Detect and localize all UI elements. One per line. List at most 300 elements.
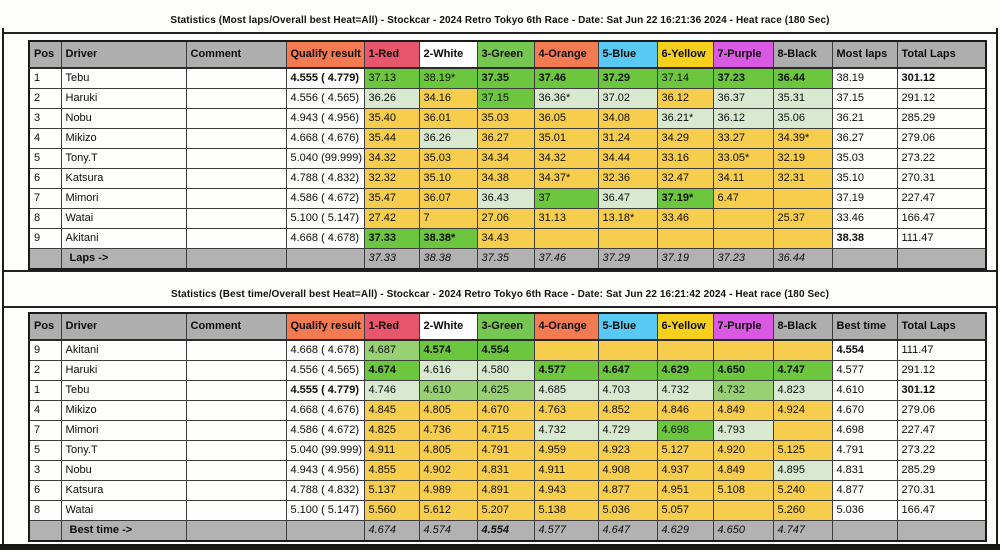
column-header-6-yellow: 6-Yellow <box>657 313 713 340</box>
heat-cell: 36.26 <box>364 89 419 109</box>
driver-cell: Tebu <box>61 381 186 401</box>
column-header-total-laps: Total Laps <box>897 41 986 68</box>
pos-cell: 6 <box>29 169 61 189</box>
heat-cell: 37.19* <box>657 189 713 209</box>
heat-cell: 4.763 <box>534 401 598 421</box>
heat-cell: 36.12 <box>713 109 773 129</box>
footer-value-cell: 4.629 <box>657 521 713 542</box>
heat-cell: 37.23 <box>713 68 773 89</box>
heat-cell: 25.37 <box>773 209 832 229</box>
heat-cell <box>713 340 773 361</box>
heat-cell: 36.05 <box>534 109 598 129</box>
table-row <box>29 461 986 481</box>
heat-cell: 4.846 <box>657 401 713 421</box>
qualify-cell: 4.668 ( 4.676) <box>286 401 364 421</box>
qualify-cell: 4.788 ( 4.832) <box>286 481 364 501</box>
heat-cell: 4.959 <box>534 441 598 461</box>
heat-cell: 36.01 <box>419 109 477 129</box>
qualify-cell: 4.788 ( 4.832) <box>286 169 364 189</box>
heat-cell: 4.852 <box>598 401 657 421</box>
heat-cell: 4.877 <box>598 481 657 501</box>
heat-cell: 32.32 <box>364 169 419 189</box>
total-cell: 270.31 <box>897 169 986 189</box>
column-header-2-white: 2-White <box>419 41 477 68</box>
driver-cell: Katsura <box>61 169 186 189</box>
driver-cell: Mimori <box>61 189 186 209</box>
qualify-cell: 4.586 ( 4.672) <box>286 421 364 441</box>
driver-cell: Nobu <box>61 461 186 481</box>
pos-cell: 7 <box>29 421 61 441</box>
footer-comment-cell <box>186 521 286 542</box>
total-cell: 301.12 <box>897 381 986 401</box>
title-underline <box>4 32 996 34</box>
footer-value-cell: 37.35 <box>477 249 534 270</box>
heat-cell: 4.855 <box>364 461 419 481</box>
heat-cell: 4.849 <box>713 461 773 481</box>
heat-cell <box>773 189 832 209</box>
heat-cell: 5.260 <box>773 501 832 521</box>
heat-cell: 33.05* <box>713 149 773 169</box>
heat-cell: 35.06 <box>773 109 832 129</box>
summary-cell: 37.19 <box>832 189 897 209</box>
column-header-comment: Comment <box>186 41 286 68</box>
footer-value-cell: 37.23 <box>713 249 773 270</box>
heat-cell: 5.057 <box>657 501 713 521</box>
heat-cell: 32.31 <box>773 169 832 189</box>
total-cell: 111.47 <box>897 229 986 249</box>
footer-row <box>29 249 986 270</box>
comment-cell <box>186 461 286 481</box>
table-row <box>29 68 986 89</box>
heat-cell: 34.44 <box>598 149 657 169</box>
heat-cell: 4.670 <box>477 401 534 421</box>
heat-cell: 34.38 <box>477 169 534 189</box>
table-row <box>29 481 986 501</box>
heat-cell: 34.39* <box>773 129 832 149</box>
table-row <box>29 340 986 361</box>
footer-qualify-cell <box>286 521 364 542</box>
table-row <box>29 109 986 129</box>
footer-row <box>29 521 986 542</box>
footer-value-cell: 37.33 <box>364 249 419 270</box>
total-cell: 111.47 <box>897 340 986 361</box>
heat-cell: 35.03 <box>477 109 534 129</box>
most-laps-table <box>28 40 987 270</box>
comment-cell <box>186 89 286 109</box>
summary-cell: 33.46 <box>832 209 897 229</box>
heat-cell: 4.937 <box>657 461 713 481</box>
summary-cell: 4.610 <box>832 381 897 401</box>
heat-cell: 27.42 <box>364 209 419 229</box>
heat-cell: 34.43 <box>477 229 534 249</box>
column-header-best-time: Best time <box>832 313 897 340</box>
column-header-driver: Driver <box>61 313 186 340</box>
footer-pos-cell <box>29 521 61 542</box>
total-cell: 166.47 <box>897 209 986 229</box>
qualify-cell: 4.556 ( 4.565) <box>286 361 364 381</box>
page-right-edge <box>996 28 998 547</box>
heat-cell: 36.27 <box>477 129 534 149</box>
comment-cell <box>186 361 286 381</box>
column-header-driver: Driver <box>61 41 186 68</box>
footer-value-cell: 38.38 <box>419 249 477 270</box>
footer-value-cell: 4.647 <box>598 521 657 542</box>
heat-cell: 36.07 <box>419 189 477 209</box>
heat-cell: 35.40 <box>364 109 419 129</box>
heat-cell: 4.923 <box>598 441 657 461</box>
comment-cell <box>186 481 286 501</box>
heat-cell: 37.13 <box>364 68 419 89</box>
heat-cell: 36.36* <box>534 89 598 109</box>
column-header-8-black: 8-Black <box>773 41 832 68</box>
heat-cell: 34.16 <box>419 89 477 109</box>
heat-cell: 36.44 <box>773 68 832 89</box>
footer-pos-cell <box>29 249 61 270</box>
heat-cell: 36.43 <box>477 189 534 209</box>
summary-cell: 4.698 <box>832 421 897 441</box>
footer-value-cell: 4.747 <box>773 521 832 542</box>
heat-cell <box>534 229 598 249</box>
driver-cell: Tony.T <box>61 149 186 169</box>
heat-cell: 4.647 <box>598 361 657 381</box>
heat-cell: 4.793 <box>713 421 773 441</box>
heat-cell: 33.27 <box>713 129 773 149</box>
footer-value-cell: 37.46 <box>534 249 598 270</box>
column-header-5-blue: 5-Blue <box>598 313 657 340</box>
table-row <box>29 229 986 249</box>
heat-cell: 4.580 <box>477 361 534 381</box>
heat-cell: 4.715 <box>477 421 534 441</box>
column-header-1-red: 1-Red <box>364 313 419 340</box>
heat-cell: 4.823 <box>773 381 832 401</box>
comment-cell <box>186 501 286 521</box>
total-cell: 279.06 <box>897 401 986 421</box>
total-cell: 291.12 <box>897 89 986 109</box>
qualify-cell: 5.040 (99.999) <box>286 441 364 461</box>
total-cell: 291.12 <box>897 361 986 381</box>
comment-cell <box>186 229 286 249</box>
column-header-3-green: 3-Green <box>477 313 534 340</box>
qualify-cell: 4.555 ( 4.779) <box>286 68 364 89</box>
pos-cell: 4 <box>29 401 61 421</box>
heat-cell: 4.891 <box>477 481 534 501</box>
summary-cell: 36.21 <box>832 109 897 129</box>
comment-cell <box>186 421 286 441</box>
heat-cell: 32.36 <box>598 169 657 189</box>
pos-cell: 5 <box>29 441 61 461</box>
qualify-cell: 5.100 ( 5.147) <box>286 209 364 229</box>
total-cell: 227.47 <box>897 189 986 209</box>
heat-cell: 4.729 <box>598 421 657 441</box>
heat-cell: 5.612 <box>419 501 477 521</box>
comment-cell <box>186 109 286 129</box>
column-header-qualify-result: Qualify result <box>286 313 364 340</box>
summary-cell: 4.577 <box>832 361 897 381</box>
heat-cell: 37.29 <box>598 68 657 89</box>
column-header-3-green: 3-Green <box>477 41 534 68</box>
heat-cell <box>534 340 598 361</box>
comment-cell <box>186 149 286 169</box>
heat-cell: 34.08 <box>598 109 657 129</box>
pos-cell: 3 <box>29 109 61 129</box>
heat-cell: 4.943 <box>534 481 598 501</box>
driver-cell: Haruki <box>61 361 186 381</box>
column-header-qualify-result: Qualify result <box>286 41 364 68</box>
driver-cell: Haruki <box>61 89 186 109</box>
qualify-cell: 4.943 ( 4.956) <box>286 109 364 129</box>
heat-cell: 4.746 <box>364 381 419 401</box>
heat-cell: 4.577 <box>534 361 598 381</box>
heat-cell: 4.902 <box>419 461 477 481</box>
heat-cell: 4.736 <box>419 421 477 441</box>
best-time-table <box>28 312 987 542</box>
heat-cell: 4.610 <box>419 381 477 401</box>
summary-cell: 35.10 <box>832 169 897 189</box>
pos-cell: 8 <box>29 501 61 521</box>
heat-cell: 4.732 <box>534 421 598 441</box>
heat-cell: 4.650 <box>713 361 773 381</box>
heat-cell: 34.37* <box>534 169 598 189</box>
heat-cell: 37.46 <box>534 68 598 89</box>
heat-cell: 37.15 <box>477 89 534 109</box>
most-laps-table-title: Statistics (Most laps/Overall best Heat=All) - Stockcar - 2024 Retro Tokyo 6th Race - Date: Sat Jun 22 16:21:36 2024 - Heat race (180 Sec) <box>170 15 830 26</box>
footer-value-cell: 4.650 <box>713 521 773 542</box>
pos-cell: 2 <box>29 361 61 381</box>
heat-cell <box>773 229 832 249</box>
heat-cell: 5.127 <box>657 441 713 461</box>
summary-cell: 36.27 <box>832 129 897 149</box>
summary-cell: 4.670 <box>832 401 897 421</box>
column-header-4-orange: 4-Orange <box>534 313 598 340</box>
driver-cell: Mikizo <box>61 129 186 149</box>
table-row <box>29 149 986 169</box>
heat-cell: 5.560 <box>364 501 419 521</box>
driver-cell: Watai <box>61 501 186 521</box>
total-cell: 285.29 <box>897 109 986 129</box>
pos-cell: 1 <box>29 381 61 401</box>
column-header-6-yellow: 6-Yellow <box>657 41 713 68</box>
heat-cell: 35.03 <box>419 149 477 169</box>
footer-total-cell <box>897 249 986 270</box>
heat-cell: 35.44 <box>364 129 419 149</box>
footer-value-cell: 37.19 <box>657 249 713 270</box>
table-row <box>29 381 986 401</box>
heat-cell <box>713 209 773 229</box>
pos-cell: 6 <box>29 481 61 501</box>
heat-cell: 37 <box>534 189 598 209</box>
column-header-pos: Pos <box>29 313 61 340</box>
table-row <box>29 501 986 521</box>
qualify-cell: 4.668 ( 4.676) <box>286 129 364 149</box>
pos-cell: 5 <box>29 149 61 169</box>
column-header-most-laps: Most laps <box>832 41 897 68</box>
heat-cell: 34.32 <box>364 149 419 169</box>
page-bottom-edge <box>0 544 1000 550</box>
footer-value-cell: 4.577 <box>534 521 598 542</box>
column-header-7-purple: 7-Purple <box>713 41 773 68</box>
column-header-pos: Pos <box>29 41 61 68</box>
heat-cell: 37.33 <box>364 229 419 249</box>
comment-cell <box>186 169 286 189</box>
heat-cell: 34.34 <box>477 149 534 169</box>
heat-cell: 5.207 <box>477 501 534 521</box>
footer-label-cell: Best time -> <box>61 521 186 542</box>
heat-cell: 4.845 <box>364 401 419 421</box>
driver-cell: Akitani <box>61 340 186 361</box>
pos-cell: 2 <box>29 89 61 109</box>
table-row <box>29 361 986 381</box>
heat-cell: 5.125 <box>773 441 832 461</box>
summary-cell: 4.554 <box>832 340 897 361</box>
heat-cell: 7 <box>419 209 477 229</box>
total-cell: 273.22 <box>897 441 986 461</box>
heat-cell: 13.18* <box>598 209 657 229</box>
heat-cell <box>657 340 713 361</box>
heat-cell: 4.805 <box>419 441 477 461</box>
comment-cell <box>186 129 286 149</box>
table-row <box>29 89 986 109</box>
driver-cell: Nobu <box>61 109 186 129</box>
heat-cell: 4.989 <box>419 481 477 501</box>
heat-cell: 4.908 <box>598 461 657 481</box>
footer-summary-cell <box>832 249 897 270</box>
pos-cell: 4 <box>29 129 61 149</box>
summary-cell: 4.791 <box>832 441 897 461</box>
heat-cell: 35.47 <box>364 189 419 209</box>
heat-cell: 38.19* <box>419 68 477 89</box>
heat-cell: 36.47 <box>598 189 657 209</box>
heat-cell: 37.35 <box>477 68 534 89</box>
driver-cell: Tebu <box>61 68 186 89</box>
heat-cell: 5.138 <box>534 501 598 521</box>
pos-cell: 9 <box>29 340 61 361</box>
footer-value-cell: 4.674 <box>364 521 419 542</box>
total-cell: 166.47 <box>897 501 986 521</box>
summary-cell: 37.15 <box>832 89 897 109</box>
table-row <box>29 401 986 421</box>
driver-cell: Katsura <box>61 481 186 501</box>
heat-cell: 34.11 <box>713 169 773 189</box>
total-cell: 301.12 <box>897 68 986 89</box>
column-header-8-black: 8-Black <box>773 313 832 340</box>
heat-cell: 4.791 <box>477 441 534 461</box>
qualify-cell: 4.668 ( 4.678) <box>286 340 364 361</box>
qualify-cell: 4.586 ( 4.672) <box>286 189 364 209</box>
qualify-cell: 4.943 ( 4.956) <box>286 461 364 481</box>
heat-cell: 4.805 <box>419 401 477 421</box>
comment-cell <box>186 189 286 209</box>
table-row <box>29 421 986 441</box>
heat-cell <box>657 229 713 249</box>
driver-cell: Watai <box>61 209 186 229</box>
heat-cell: 4.924 <box>773 401 832 421</box>
pos-cell: 1 <box>29 68 61 89</box>
heat-cell: 34.32 <box>534 149 598 169</box>
heat-cell: 35.01 <box>534 129 598 149</box>
comment-cell <box>186 441 286 461</box>
heat-cell: 4.920 <box>713 441 773 461</box>
heat-cell: 4.732 <box>713 381 773 401</box>
heat-cell: 4.616 <box>419 361 477 381</box>
heat-cell: 32.47 <box>657 169 713 189</box>
heat-cell: 4.554 <box>477 340 534 361</box>
driver-cell: Mimori <box>61 421 186 441</box>
heat-cell: 36.21* <box>657 109 713 129</box>
heat-cell: 33.16 <box>657 149 713 169</box>
footer-value-cell: 37.29 <box>598 249 657 270</box>
pos-cell: 9 <box>29 229 61 249</box>
heat-cell <box>598 340 657 361</box>
heat-cell: 4.629 <box>657 361 713 381</box>
qualify-cell: 4.556 ( 4.565) <box>286 89 364 109</box>
heat-cell: 31.24 <box>598 129 657 149</box>
heat-cell: 5.240 <box>773 481 832 501</box>
qualify-cell: 5.040 (99.999) <box>286 149 364 169</box>
heat-cell: 5.137 <box>364 481 419 501</box>
heat-cell: 37.02 <box>598 89 657 109</box>
heat-cell: 6.47 <box>713 189 773 209</box>
heat-cell: 4.747 <box>773 361 832 381</box>
column-header-comment: Comment <box>186 313 286 340</box>
heat-cell <box>713 229 773 249</box>
driver-cell: Akitani <box>61 229 186 249</box>
heat-cell: 4.674 <box>364 361 419 381</box>
summary-cell: 35.03 <box>832 149 897 169</box>
summary-cell: 5.036 <box>832 501 897 521</box>
heat-cell: 4.911 <box>364 441 419 461</box>
heat-cell: 4.574 <box>419 340 477 361</box>
heat-cell: 4.895 <box>773 461 832 481</box>
footer-value-cell: 4.554 <box>477 521 534 542</box>
total-cell: 285.29 <box>897 461 986 481</box>
table-row <box>29 129 986 149</box>
heat-cell: 35.31 <box>773 89 832 109</box>
qualify-cell: 4.555 ( 4.779) <box>286 381 364 401</box>
table-row <box>29 169 986 189</box>
total-cell: 227.47 <box>897 421 986 441</box>
heat-cell: 5.036 <box>598 501 657 521</box>
column-header-7-purple: 7-Purple <box>713 313 773 340</box>
column-header-4-orange: 4-Orange <box>534 41 598 68</box>
comment-cell <box>186 68 286 89</box>
heat-cell: 36.37 <box>713 89 773 109</box>
summary-cell: 4.831 <box>832 461 897 481</box>
pos-cell: 3 <box>29 461 61 481</box>
heat-cell: 34.29 <box>657 129 713 149</box>
heat-cell <box>713 501 773 521</box>
qualify-cell: 4.668 ( 4.678) <box>286 229 364 249</box>
column-header-2-white: 2-White <box>419 313 477 340</box>
best-time-table-title: Statistics (Best time/Overall best Heat=All) - Stockcar - 2024 Retro Tokyo 6th Race - Date: Sat Jun 22 16:21:42 2024 - Heat race (180 Sec) <box>170 289 830 300</box>
footer-comment-cell <box>186 249 286 270</box>
heat-cell: 4.625 <box>477 381 534 401</box>
heat-cell: 4.685 <box>534 381 598 401</box>
total-cell: 273.22 <box>897 149 986 169</box>
footer-summary-cell <box>832 521 897 542</box>
column-header-1-red: 1-Red <box>364 41 419 68</box>
heat-cell: 31.13 <box>534 209 598 229</box>
heat-cell: 4.831 <box>477 461 534 481</box>
total-cell: 270.31 <box>897 481 986 501</box>
comment-cell <box>186 401 286 421</box>
footer-total-cell <box>897 521 986 542</box>
heat-cell: 37.14 <box>657 68 713 89</box>
heat-cell: 4.732 <box>657 381 713 401</box>
driver-cell: Mikizo <box>61 401 186 421</box>
heat-cell <box>773 340 832 361</box>
heat-cell: 36.26 <box>419 129 477 149</box>
comment-cell <box>186 209 286 229</box>
